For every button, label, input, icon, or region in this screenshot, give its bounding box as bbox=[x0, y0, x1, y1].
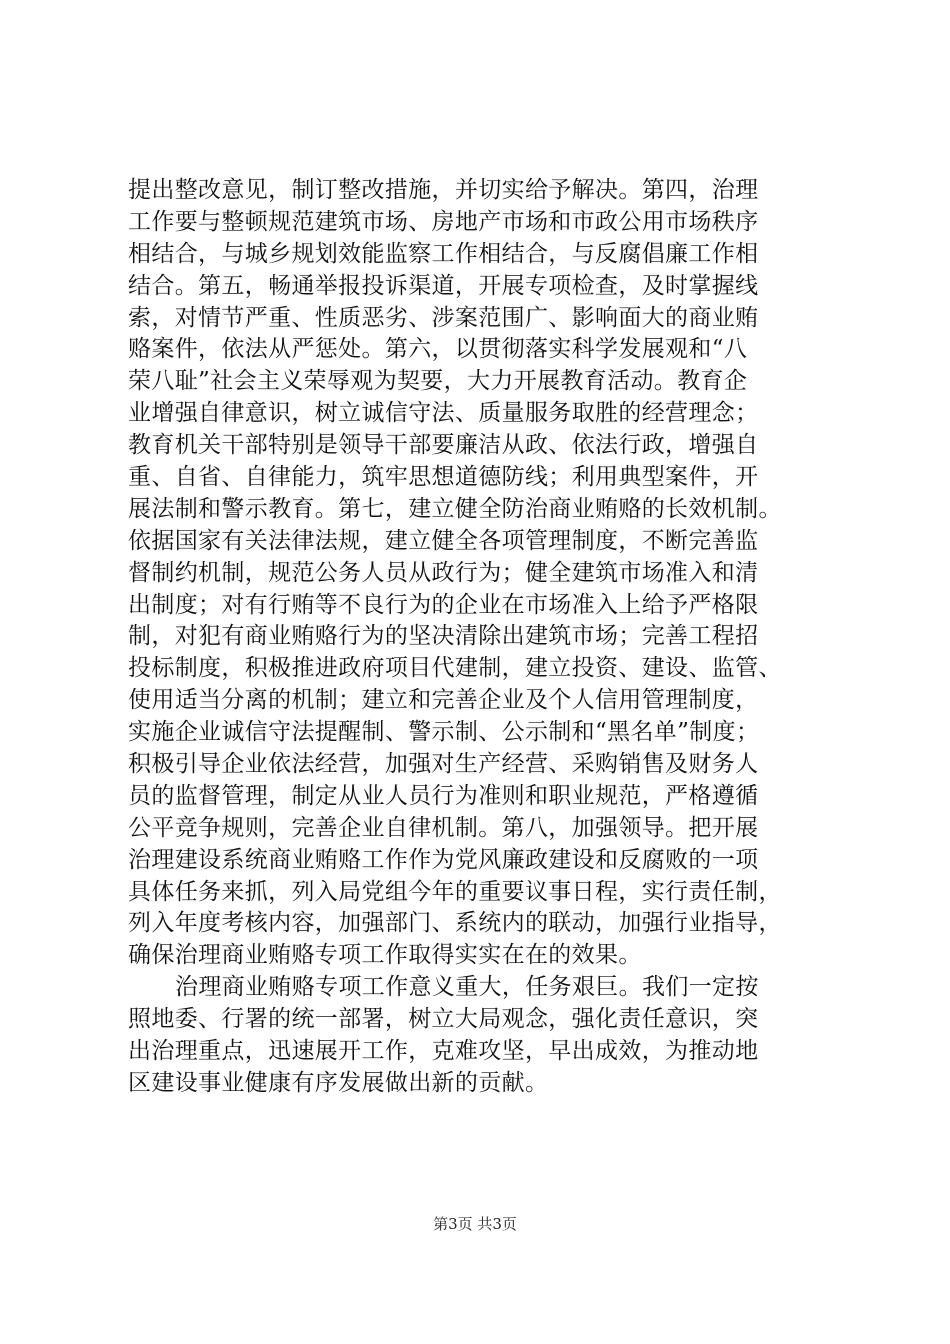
text-line: 荣八耻”社会主义荣辱观为契要，大力开展教育活动。教育企 bbox=[128, 368, 748, 395]
text-line: 督制约机制，规范公务人员从政行为；健全建筑市场准入和清 bbox=[128, 559, 759, 586]
text-line: 重、自省、自律能力，筑牢思想道德防线；利用典型案件，开 bbox=[128, 464, 759, 491]
text-line: 照地委、行署的统一部署，树立大局观念，强化责任意识，突 bbox=[128, 1006, 759, 1033]
document-body bbox=[128, 175, 848, 1100]
text-line: 使用适当分离的机制；建立和完善企业及个人信用管理制度， bbox=[128, 687, 759, 714]
text-line: 员的监督管理，制定从业人员行为准则和职业规范，严格遵循 bbox=[128, 782, 759, 809]
text-line: 工作要与整顿规范建筑市场、房地产市场和市政公用市场秩序 bbox=[128, 208, 759, 235]
text-line: 治理建设系统商业贿赂工作作为党风廉政建设和反腐败的一项 bbox=[128, 846, 759, 873]
text-line: 相结合，与城乡规划效能监察工作相结合，与反腐倡廉工作相 bbox=[128, 240, 759, 267]
text-line: 具体任务来抓，列入局党组今年的重要议事日程，实行责任制， bbox=[128, 878, 782, 905]
text-line: 积极引导企业依法经营，加强对生产经营、采购销售及财务人 bbox=[128, 751, 759, 778]
text-line: 区建设事业健康有序发展做出新的贡献。 bbox=[128, 1069, 549, 1096]
text-line: 制，对犯有商业贿赂行为的坚决清除出建筑市场；完善工程招 bbox=[128, 623, 759, 650]
text-line: 教育机关干部特别是领导干部要廉洁从政、依法行政，增强自 bbox=[128, 432, 759, 459]
paragraph-first-line: 治理商业贿赂专项工作意义重大，任务艰巨。我们一定按 bbox=[175, 974, 759, 1001]
text-line: 投标制度，积极推进政府项目代建制，建立投资、建设、监管、 bbox=[128, 655, 782, 682]
page-footer-label: 第3页 共3页 bbox=[433, 1215, 517, 1233]
text-line: 赂案件，依法从严惩处。第六，以贯彻落实科学发展观和“八 bbox=[128, 336, 748, 363]
text-line: 实施企业诚信守法提醒制、警示制、公示制和“黑名单”制度； bbox=[128, 719, 760, 746]
text-line: 提出整改意见，制订整改措施，并切实给予解决。第四，治理 bbox=[128, 177, 759, 203]
text-line: 索，对情节严重、性质恶劣、涉案范围广、影响面大的商业贿 bbox=[128, 304, 759, 331]
text-line: 业增强自律意识，树立诚信守法、质量服务取胜的经营理念； bbox=[128, 400, 759, 427]
text-line: 确保治理商业贿赂专项工作取得实实在在的效果。 bbox=[128, 942, 642, 969]
text-line: 出治理重点，迅速展开工作，克难攻坚，早出成效，为推动地 bbox=[128, 1038, 759, 1065]
text-line: 依据国家有关法律法规，建立健全各项管理制度，不断完善监 bbox=[128, 527, 759, 554]
text-line: 公平竞争规则，完善企业自律机制。第八，加强领导。把开展 bbox=[128, 814, 759, 841]
text-line: 展法制和警示教育。第七，建立健全防治商业贿赂的长效机制。 bbox=[128, 495, 782, 522]
text-line: 列入年度考核内容，加强部门、系统内的联动，加强行业指导， bbox=[128, 910, 782, 937]
text-line: 结合。第五，畅通举报投诉渠道，开展专项检查，及时掌握线 bbox=[128, 272, 759, 299]
text-line: 出制度；对有行贿等不良行为的企业在市场准入上给予严格限 bbox=[128, 591, 759, 618]
